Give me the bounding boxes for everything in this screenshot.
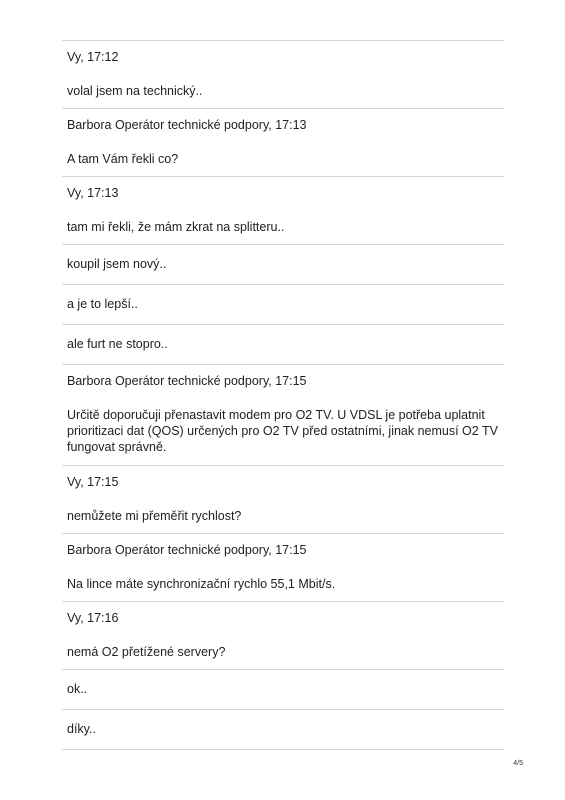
message-sender: Barbora Operátor technické podpory, 17:13 — [67, 118, 307, 132]
message-sender: Vy, 17:15 — [67, 475, 119, 489]
message-sender: Barbora Operátor technické podpory, 17:15 — [67, 374, 307, 388]
message-block — [62, 176, 504, 244]
message-block — [62, 533, 504, 601]
chat-transcript — [62, 40, 504, 750]
message-text: volal jsem na technický.. — [67, 84, 203, 98]
message-text: A tam Vám řekli co? — [67, 152, 179, 166]
message-sender: Vy, 17:12 — [67, 50, 119, 64]
message-text: nemůžete mi přeměřit rychlost? — [67, 509, 242, 523]
message-block — [62, 465, 504, 533]
message-sender: Barbora Operátor technické podpory, 17:15 — [67, 543, 307, 557]
message-block — [62, 364, 504, 465]
message-block — [62, 40, 504, 108]
message-block — [62, 244, 504, 284]
message-text: Určitě doporučuji přenastavit modem pro O2 TV. U VDSL je potřeba uplatnit prioritizaci dat (QOS) určených pro O2 TV před ostatními, jinak nemusí O2 TV fungovat správně. — [67, 408, 498, 454]
message-block — [62, 108, 504, 176]
message-text: nemá O2 přetížené servery? — [67, 645, 226, 659]
message-text: ok.. — [67, 682, 88, 696]
message-block — [62, 709, 504, 750]
message-text: díky.. — [67, 722, 96, 736]
message-text: a je to lepší.. — [67, 297, 138, 311]
message-text: Na lince máte synchronizační rychlo 55,1 Mbit/s. — [67, 577, 336, 591]
message-block — [62, 601, 504, 669]
message-sender: Vy, 17:16 — [67, 611, 119, 625]
message-text: tam mi řekli, že mám zkrat na splitteru.. — [67, 220, 285, 234]
message-text: ale furt ne stopro.. — [67, 337, 168, 351]
page-number: 4/5 — [513, 760, 523, 767]
message-sender: Vy, 17:13 — [67, 186, 119, 200]
message-block — [62, 324, 504, 364]
message-text: koupil jsem nový.. — [67, 257, 167, 271]
message-block — [62, 284, 504, 324]
message-block — [62, 669, 504, 709]
